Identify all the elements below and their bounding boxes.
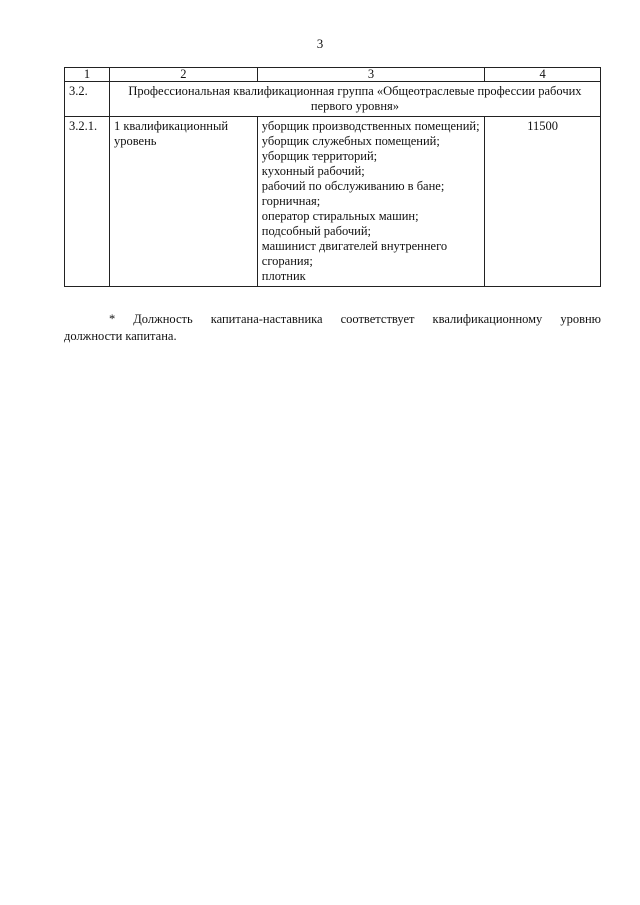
footnote	[64, 311, 601, 345]
column-header: 1	[65, 68, 110, 82]
group-row	[65, 82, 601, 117]
page-number: 3	[316, 36, 324, 51]
position-item: уборщик производственных помещений;	[261, 119, 480, 133]
qualification-level: 1 квалификационный уровень	[109, 117, 257, 287]
table-row	[65, 117, 601, 287]
position-item: уборщик территорий;	[261, 149, 378, 163]
position-item: уборщик служебных помещений;	[261, 134, 440, 148]
salary-table	[64, 67, 601, 287]
position-item: подсобный рабочий;	[261, 224, 372, 238]
column-header: 4	[485, 68, 601, 82]
footnote-line: должности капитана.	[64, 329, 177, 343]
position-item: оператор стиральных машин;	[261, 209, 419, 223]
position-item: горничная;	[261, 194, 321, 208]
position-item: рабочий по обслуживанию в бане;	[261, 179, 445, 193]
group-code: 3.2.	[65, 82, 110, 117]
position-item: машинист двигателей внутреннего сгорания;	[261, 239, 448, 268]
column-header: 2	[109, 68, 257, 82]
salary-amount: 11500	[485, 117, 601, 287]
position-item: кухонный рабочий;	[261, 164, 365, 178]
position-item: плотник	[261, 269, 306, 283]
table-header-row	[65, 68, 601, 82]
row-code: 3.2.1.	[65, 117, 110, 287]
positions-list	[257, 117, 484, 287]
column-header: 3	[257, 68, 484, 82]
group-title: Профессиональная квалификационная группа «Общеотраслевые профессии рабочих первого уровня»	[109, 82, 600, 117]
footnote-line: * Должность капитана-наставника соответствует квалификационному уровню	[109, 312, 601, 326]
